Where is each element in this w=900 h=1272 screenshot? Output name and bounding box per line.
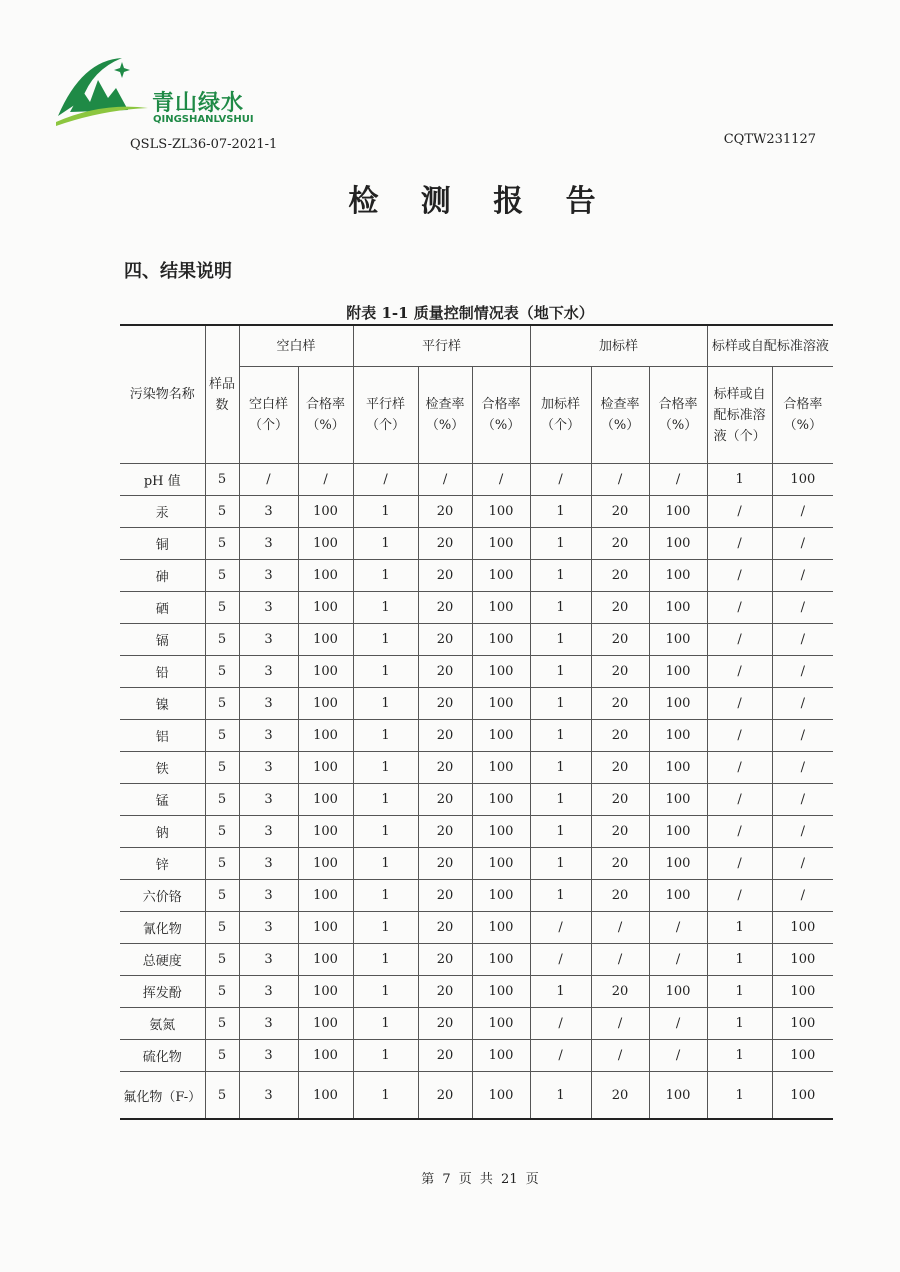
table-cell: 100 bbox=[472, 592, 530, 624]
table-cell: / bbox=[530, 912, 591, 944]
table-cell: 5 bbox=[205, 464, 239, 496]
table-cell: 1 bbox=[530, 976, 591, 1008]
table-cell: / bbox=[591, 1040, 649, 1072]
table-cell: 1 bbox=[707, 912, 772, 944]
table-cell: 100 bbox=[472, 528, 530, 560]
table-cell: 3 bbox=[239, 1072, 298, 1120]
table-cell: / bbox=[649, 464, 707, 496]
table-row bbox=[120, 848, 833, 880]
table-cell: 5 bbox=[205, 752, 239, 784]
table-row bbox=[120, 752, 833, 784]
table-cell: 100 bbox=[649, 496, 707, 528]
table-cell: / bbox=[707, 720, 772, 752]
table-cell: / bbox=[530, 1040, 591, 1072]
table-cell: 5 bbox=[205, 592, 239, 624]
table-cell: 20 bbox=[418, 656, 472, 688]
table-cell: 100 bbox=[772, 464, 833, 496]
table-cell: 5 bbox=[205, 944, 239, 976]
table-cell: 5 bbox=[205, 528, 239, 560]
table-caption: 附表 1-1 质量控制情况表（地下水） bbox=[346, 304, 594, 322]
table-cell: 20 bbox=[591, 752, 649, 784]
table-cell: 3 bbox=[239, 880, 298, 912]
table-cell: 1 bbox=[707, 944, 772, 976]
table-cell: 5 bbox=[205, 688, 239, 720]
pollutant-name-cell: 锌 bbox=[120, 848, 205, 880]
table-cell: 1 bbox=[530, 816, 591, 848]
table-cell: 1 bbox=[530, 528, 591, 560]
table-cell: 1 bbox=[353, 848, 418, 880]
table-cell: 100 bbox=[298, 816, 353, 848]
table-cell: 100 bbox=[472, 624, 530, 656]
brand-pinyin: QINGSHANLVSHUI bbox=[153, 114, 254, 125]
table-cell: 1 bbox=[530, 592, 591, 624]
table-cell: / bbox=[353, 464, 418, 496]
pollutant-name-cell: 氨氮 bbox=[120, 1008, 205, 1040]
table-cell: / bbox=[591, 1008, 649, 1040]
table-cell: 3 bbox=[239, 528, 298, 560]
table-cell: / bbox=[649, 944, 707, 976]
table-cell: 20 bbox=[418, 944, 472, 976]
table-cell: 100 bbox=[772, 912, 833, 944]
page-title: 检 测 报 告 bbox=[348, 184, 612, 219]
table-cell: 5 bbox=[205, 1072, 239, 1120]
table-cell: 20 bbox=[418, 976, 472, 1008]
table-cell: 100 bbox=[298, 784, 353, 816]
pollutant-name-cell: 锰 bbox=[120, 784, 205, 816]
table-cell: / bbox=[772, 816, 833, 848]
table-cell: 100 bbox=[298, 1008, 353, 1040]
table-cell: / bbox=[707, 624, 772, 656]
table-cell: 20 bbox=[418, 496, 472, 528]
table-cell: 3 bbox=[239, 912, 298, 944]
table-cell: 1 bbox=[353, 880, 418, 912]
table-cell: 100 bbox=[298, 656, 353, 688]
pollutant-name-cell: 铝 bbox=[120, 720, 205, 752]
table-cell: 20 bbox=[591, 560, 649, 592]
table-cell: 20 bbox=[418, 752, 472, 784]
table-cell: 1 bbox=[353, 976, 418, 1008]
table-cell: 5 bbox=[205, 880, 239, 912]
table-cell: / bbox=[707, 528, 772, 560]
table-cell: 5 bbox=[205, 816, 239, 848]
table-row bbox=[120, 656, 833, 688]
table-cell: / bbox=[472, 464, 530, 496]
table-cell: 5 bbox=[205, 1040, 239, 1072]
table-cell: 100 bbox=[472, 496, 530, 528]
table-cell: 1 bbox=[530, 656, 591, 688]
table-cell: / bbox=[707, 592, 772, 624]
table-cell: 100 bbox=[772, 944, 833, 976]
table-cell: 100 bbox=[298, 1072, 353, 1120]
table-cell: / bbox=[591, 912, 649, 944]
table-cell: 100 bbox=[472, 848, 530, 880]
table-cell: 20 bbox=[591, 624, 649, 656]
table-row bbox=[120, 880, 833, 912]
table-cell: 100 bbox=[649, 720, 707, 752]
table-cell: 100 bbox=[649, 656, 707, 688]
header-spike-count: 加标样（个） bbox=[530, 367, 591, 464]
table-cell: 100 bbox=[298, 848, 353, 880]
table-cell: 20 bbox=[418, 1040, 472, 1072]
table-cell: / bbox=[530, 1008, 591, 1040]
brand-name: 青山绿水 bbox=[152, 91, 245, 116]
table-cell: 1 bbox=[530, 1072, 591, 1120]
table-row bbox=[120, 912, 833, 944]
table-cell: 3 bbox=[239, 720, 298, 752]
table-cell: 100 bbox=[772, 1072, 833, 1120]
table-cell: / bbox=[772, 720, 833, 752]
table-cell: 100 bbox=[649, 624, 707, 656]
pollutant-name-cell: 砷 bbox=[120, 560, 205, 592]
table-cell: 100 bbox=[298, 528, 353, 560]
table-cell: 1 bbox=[530, 496, 591, 528]
pollutant-name-cell: 硫化物 bbox=[120, 1040, 205, 1072]
header-standard-count: 标样或自配标准溶液（个） bbox=[707, 367, 772, 464]
table-cell: 1 bbox=[530, 688, 591, 720]
table-cell: 3 bbox=[239, 592, 298, 624]
page-footer: 第 7 页 共 21 页 bbox=[421, 1172, 539, 1187]
table-cell: 5 bbox=[205, 656, 239, 688]
table-cell: 1 bbox=[353, 816, 418, 848]
table-cell: 100 bbox=[649, 976, 707, 1008]
table-cell: 1 bbox=[530, 848, 591, 880]
table-row bbox=[120, 1008, 833, 1040]
table-cell: / bbox=[591, 944, 649, 976]
table-cell: 1 bbox=[353, 1072, 418, 1120]
table-cell: 100 bbox=[649, 752, 707, 784]
table-cell: / bbox=[772, 624, 833, 656]
pollutant-name-cell: 氟化物（F-） bbox=[120, 1072, 205, 1120]
table-cell: 20 bbox=[591, 848, 649, 880]
header-standard-group: 标样或自配标准溶液 bbox=[707, 325, 833, 367]
table-cell: 100 bbox=[472, 1008, 530, 1040]
header-blank-pass: 合格率（%） bbox=[298, 367, 353, 464]
table-cell: / bbox=[772, 688, 833, 720]
table-cell: / bbox=[530, 464, 591, 496]
table-cell: 20 bbox=[418, 816, 472, 848]
header-sample-count: 样品数 bbox=[205, 325, 239, 464]
header-parallel-count: 平行样（个） bbox=[353, 367, 418, 464]
table-cell: 100 bbox=[298, 1040, 353, 1072]
table-cell: 1 bbox=[530, 880, 591, 912]
pollutant-name-cell: 镍 bbox=[120, 688, 205, 720]
quality-control-table bbox=[120, 324, 833, 1120]
table-cell: 1 bbox=[530, 560, 591, 592]
table-cell: 20 bbox=[418, 528, 472, 560]
table-cell: 20 bbox=[418, 1072, 472, 1120]
table-cell: / bbox=[707, 496, 772, 528]
table-cell: 5 bbox=[205, 624, 239, 656]
table-cell: 20 bbox=[591, 592, 649, 624]
table-cell: 20 bbox=[418, 1008, 472, 1040]
pollutant-name-cell: 总硬度 bbox=[120, 944, 205, 976]
table-cell: 1 bbox=[353, 560, 418, 592]
table-cell: 100 bbox=[298, 688, 353, 720]
table-cell: 100 bbox=[472, 816, 530, 848]
table-cell: 100 bbox=[649, 816, 707, 848]
table-cell: 3 bbox=[239, 1008, 298, 1040]
table-cell: / bbox=[707, 880, 772, 912]
table-cell: / bbox=[707, 752, 772, 784]
pollutant-name-cell: 镉 bbox=[120, 624, 205, 656]
table-cell: 3 bbox=[239, 944, 298, 976]
table-cell: 100 bbox=[472, 1072, 530, 1120]
table-cell: 3 bbox=[239, 656, 298, 688]
table-cell: 100 bbox=[472, 880, 530, 912]
table-cell: 1 bbox=[353, 688, 418, 720]
table-cell: 5 bbox=[205, 496, 239, 528]
table-cell: 1 bbox=[530, 784, 591, 816]
table-cell: 100 bbox=[298, 944, 353, 976]
table-cell: 20 bbox=[418, 688, 472, 720]
pollutant-name-cell: 氰化物 bbox=[120, 912, 205, 944]
table-cell: 20 bbox=[418, 912, 472, 944]
table-cell: 20 bbox=[418, 880, 472, 912]
table-cell: / bbox=[772, 656, 833, 688]
pollutant-name-cell: 铅 bbox=[120, 656, 205, 688]
table-cell: 1 bbox=[707, 1040, 772, 1072]
table-cell: 1 bbox=[353, 784, 418, 816]
table-cell: / bbox=[772, 528, 833, 560]
table-cell: / bbox=[707, 688, 772, 720]
table-cell: 5 bbox=[205, 720, 239, 752]
pollutant-name-cell: 铁 bbox=[120, 752, 205, 784]
table-cell: 100 bbox=[472, 912, 530, 944]
header-spike-pass: 合格率（%） bbox=[649, 367, 707, 464]
table-cell: / bbox=[707, 816, 772, 848]
table-cell: / bbox=[772, 784, 833, 816]
mountain-logo-icon bbox=[52, 50, 152, 130]
table-cell: 100 bbox=[649, 528, 707, 560]
table-row bbox=[120, 944, 833, 976]
table-cell: 1 bbox=[530, 752, 591, 784]
table-cell: 20 bbox=[591, 1072, 649, 1120]
header-spike-group: 加标样 bbox=[530, 325, 707, 367]
table-cell: / bbox=[591, 464, 649, 496]
table-cell: 20 bbox=[418, 720, 472, 752]
table-cell: 20 bbox=[418, 624, 472, 656]
table-cell: 1 bbox=[353, 944, 418, 976]
header-blank-group: 空白样 bbox=[239, 325, 353, 367]
header-blank-count: 空白样（个） bbox=[239, 367, 298, 464]
table-cell: 20 bbox=[591, 496, 649, 528]
table-cell: 100 bbox=[472, 560, 530, 592]
table-cell: 3 bbox=[239, 976, 298, 1008]
table-cell: 20 bbox=[591, 976, 649, 1008]
table-cell: 20 bbox=[418, 592, 472, 624]
table-cell: 100 bbox=[298, 560, 353, 592]
table-row bbox=[120, 784, 833, 816]
table-row bbox=[120, 976, 833, 1008]
table-cell: 1 bbox=[707, 976, 772, 1008]
table-cell: 1 bbox=[707, 1008, 772, 1040]
table-cell: / bbox=[772, 592, 833, 624]
table-cell: 1 bbox=[530, 624, 591, 656]
table-cell: 1 bbox=[353, 528, 418, 560]
table-cell: 100 bbox=[298, 496, 353, 528]
table-row bbox=[120, 496, 833, 528]
table-cell: 3 bbox=[239, 752, 298, 784]
table-cell: 1 bbox=[353, 1040, 418, 1072]
table-cell: 1 bbox=[353, 1008, 418, 1040]
table-cell: / bbox=[707, 784, 772, 816]
table-cell: 1 bbox=[707, 1072, 772, 1120]
document-code: QSLS-ZL36-07-2021-1 bbox=[130, 137, 278, 152]
header-parallel-check: 检查率（%） bbox=[418, 367, 472, 464]
table-cell: 100 bbox=[298, 624, 353, 656]
table-cell: 3 bbox=[239, 688, 298, 720]
table-cell: 20 bbox=[591, 784, 649, 816]
table-cell: 1 bbox=[353, 752, 418, 784]
table-row bbox=[120, 560, 833, 592]
table-cell: / bbox=[530, 944, 591, 976]
table-row bbox=[120, 528, 833, 560]
table-row bbox=[120, 816, 833, 848]
header-standard-pass: 合格率（%） bbox=[772, 367, 833, 464]
header-parallel-group: 平行样 bbox=[353, 325, 530, 367]
table-cell: 100 bbox=[298, 592, 353, 624]
table-cell: 20 bbox=[591, 720, 649, 752]
table-cell: 100 bbox=[472, 688, 530, 720]
table-cell: 5 bbox=[205, 848, 239, 880]
table-row bbox=[120, 720, 833, 752]
table-cell: 100 bbox=[298, 752, 353, 784]
table-cell: 100 bbox=[772, 976, 833, 1008]
table-cell: 3 bbox=[239, 496, 298, 528]
pollutant-name-cell: 六价铬 bbox=[120, 880, 205, 912]
table-cell: / bbox=[239, 464, 298, 496]
table-cell: 3 bbox=[239, 816, 298, 848]
table-cell: 3 bbox=[239, 848, 298, 880]
table-cell: 100 bbox=[298, 880, 353, 912]
table-cell: / bbox=[649, 1040, 707, 1072]
table-row bbox=[120, 592, 833, 624]
table-cell: / bbox=[649, 1008, 707, 1040]
table-cell: 3 bbox=[239, 784, 298, 816]
table-cell: 100 bbox=[772, 1008, 833, 1040]
table-cell: / bbox=[707, 560, 772, 592]
table-cell: 1 bbox=[353, 656, 418, 688]
table-cell: 100 bbox=[649, 848, 707, 880]
table-cell: 100 bbox=[472, 752, 530, 784]
header-parallel-pass: 合格率（%） bbox=[472, 367, 530, 464]
table-cell: 20 bbox=[418, 784, 472, 816]
table-cell: 20 bbox=[591, 528, 649, 560]
table-cell: / bbox=[772, 848, 833, 880]
table-cell: / bbox=[649, 912, 707, 944]
table-cell: 100 bbox=[649, 1072, 707, 1120]
table-cell: 100 bbox=[298, 912, 353, 944]
section-heading: 四、结果说明 bbox=[124, 261, 232, 282]
table-cell: 5 bbox=[205, 912, 239, 944]
table-cell: 100 bbox=[649, 688, 707, 720]
table-cell: 100 bbox=[649, 592, 707, 624]
table-row bbox=[120, 1040, 833, 1072]
report-number: CQTW231127 bbox=[723, 132, 816, 147]
table-cell: 20 bbox=[418, 848, 472, 880]
table-cell: 3 bbox=[239, 624, 298, 656]
table-cell: / bbox=[298, 464, 353, 496]
pollutant-name-cell: 挥发酚 bbox=[120, 976, 205, 1008]
table-cell: 5 bbox=[205, 1008, 239, 1040]
pollutant-name-cell: 硒 bbox=[120, 592, 205, 624]
table-cell: 20 bbox=[591, 816, 649, 848]
pollutant-name-cell: pH 值 bbox=[120, 464, 205, 496]
table-cell: 5 bbox=[205, 976, 239, 1008]
table-cell: 100 bbox=[472, 976, 530, 1008]
table-row bbox=[120, 688, 833, 720]
pollutant-name-cell: 铜 bbox=[120, 528, 205, 560]
table-cell: 100 bbox=[772, 1040, 833, 1072]
table-cell: 20 bbox=[591, 688, 649, 720]
table-cell: 20 bbox=[591, 880, 649, 912]
table-row bbox=[120, 624, 833, 656]
table-cell: 100 bbox=[472, 720, 530, 752]
header-pollutant: 污染物名称 bbox=[120, 325, 205, 464]
table-cell: 5 bbox=[205, 560, 239, 592]
table-cell: / bbox=[707, 656, 772, 688]
table-cell: / bbox=[772, 752, 833, 784]
table-cell: 5 bbox=[205, 784, 239, 816]
company-logo bbox=[52, 50, 262, 130]
table-cell: 100 bbox=[649, 880, 707, 912]
table-cell: 1 bbox=[353, 496, 418, 528]
table-cell: / bbox=[772, 496, 833, 528]
table-cell: 20 bbox=[591, 656, 649, 688]
table-row bbox=[120, 464, 833, 496]
table-cell: 1 bbox=[353, 592, 418, 624]
table-cell: / bbox=[772, 560, 833, 592]
table-cell: 100 bbox=[472, 944, 530, 976]
table-cell: / bbox=[707, 848, 772, 880]
table-cell: 1 bbox=[530, 720, 591, 752]
header-spike-check: 检查率（%） bbox=[591, 367, 649, 464]
pollutant-name-cell: 汞 bbox=[120, 496, 205, 528]
table-cell: 20 bbox=[418, 560, 472, 592]
table-cell: 100 bbox=[472, 784, 530, 816]
table-cell: / bbox=[772, 880, 833, 912]
table-body bbox=[120, 464, 833, 1120]
table-cell: / bbox=[418, 464, 472, 496]
table-cell: 1 bbox=[353, 912, 418, 944]
table-cell: 1 bbox=[353, 624, 418, 656]
table-cell: 100 bbox=[298, 976, 353, 1008]
table-cell: 1 bbox=[707, 464, 772, 496]
table-cell: 100 bbox=[472, 1040, 530, 1072]
table-row bbox=[120, 1072, 833, 1120]
table-cell: 3 bbox=[239, 560, 298, 592]
table-cell: 100 bbox=[649, 784, 707, 816]
table-cell: 100 bbox=[298, 720, 353, 752]
pollutant-name-cell: 钠 bbox=[120, 816, 205, 848]
table-cell: 3 bbox=[239, 1040, 298, 1072]
table-cell: 1 bbox=[353, 720, 418, 752]
table-cell: 100 bbox=[472, 656, 530, 688]
table-cell: 100 bbox=[649, 560, 707, 592]
